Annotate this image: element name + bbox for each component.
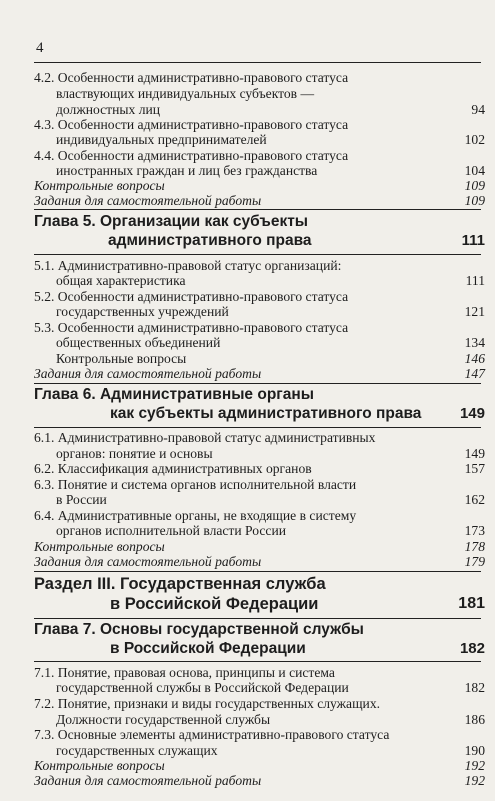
- page-ref: 192: [464, 773, 485, 788]
- section-rule: [34, 427, 481, 428]
- book-page: 4 4.2. Особенности административно-правового статуса властвующих индивидуальных субъектов — должностных лиц 94 4.3. Особенности административно-правового статуса индивидуальных предпринимателей 102 4.4. Особенности административно-правового статуса иностранных граждан и лиц без гражданства 104 Контрольные вопросы 109 Задания для самостоятельной работы 109 Глава 5. Организации как субъекты административного права 111 5.1. Административно-правовой статус организаций: общая характеристика 111 5.2. Особенности административно-правового статуса государственных учреждений 121 5.3. Особенности административно-правового статуса общественных объединений 134 Контрольные вопросы 146 Задания для самостоятельной работы 147 Глава 6. Административные органы как субъекты административного права 149 6.1. Административно-правовой статус административных органов: понятие и основы 149 6.2. Классификация административных органов 157 6.3. Понятие и система органов исполнительной власти в России 162 6.4. Административные органы, не входящие в систему органов исполнительной власти России 173 Контрольные вопросы 178 Задания для самостоятельной работы 179 Раздел III. Государственная служба в Российской Федерации 181 Глава 7. Основы государственной службы в Российской Федерации 182 7.1. Понятие, правовая основа, принципы и система государственной службы в Российской Федерации 182 7.2. Понятие, признаки и виды государственных служащих. Должности государственной службы 186 7.3. Основные элементы административно-правового статуса государственных служащих 190 Контрольные вопросы 192 Задания для самостоятельной работы 192: [34, 40, 485, 788]
- page-ref: 134: [464, 335, 485, 350]
- page-ref: 146: [464, 351, 485, 366]
- page-ref: 111: [461, 232, 485, 249]
- page-ref: 147: [464, 366, 485, 381]
- section-rule: [34, 209, 481, 210]
- section-rule: [34, 254, 481, 255]
- section-rule: [34, 571, 481, 572]
- header-rule: [34, 62, 481, 63]
- section-rule: [34, 618, 481, 619]
- page-ref: 182: [464, 680, 485, 695]
- page-ref: 186: [464, 712, 485, 727]
- section-rule: [34, 661, 481, 662]
- page-ref: 109: [464, 193, 485, 208]
- page-ref: 162: [464, 492, 485, 507]
- page-ref: 181: [458, 595, 485, 612]
- page-ref: 157: [464, 461, 485, 476]
- page-ref: 109: [464, 178, 485, 193]
- page-ref: 149: [459, 405, 485, 422]
- page-ref: 178: [464, 539, 485, 554]
- page-ref: 190: [464, 743, 485, 758]
- page-ref: 182: [459, 640, 485, 657]
- page-ref: 179: [464, 554, 485, 569]
- page-ref: 121: [464, 304, 485, 319]
- page-ref: 102: [464, 132, 485, 147]
- page-ref: 111: [465, 273, 485, 288]
- page-ref: 104: [464, 163, 485, 178]
- page-ref: 173: [464, 523, 485, 538]
- page-ref: 149: [464, 446, 485, 461]
- page-ref: 94: [471, 102, 485, 117]
- page-number: 4: [36, 40, 44, 56]
- section-rule: [34, 383, 481, 384]
- page-ref: 192: [464, 758, 485, 773]
